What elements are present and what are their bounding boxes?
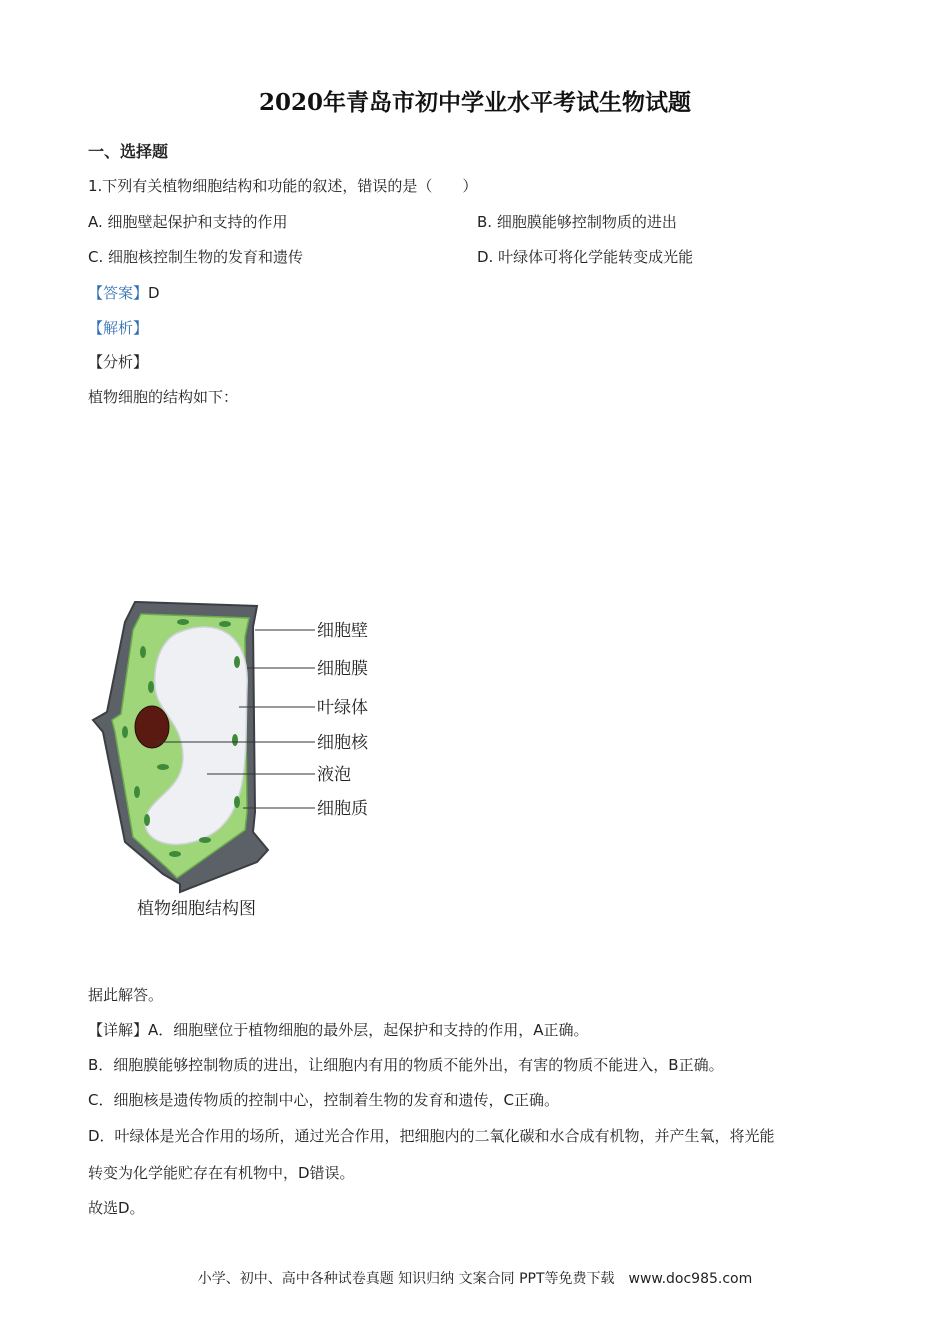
chloroplast: [122, 726, 128, 738]
chloroplast: [234, 656, 240, 668]
fenxi-tag: 【分析】: [88, 353, 149, 371]
detail-a: [88, 1020, 589, 1040]
label-cell-membrane: 细胞膜: [317, 659, 368, 679]
option-a: A. 细胞壁起保护和支持的作用: [88, 213, 288, 231]
page-footer: 小学、初中、高中各种试卷真题 知识归纳 文案合同 PPT等免费下载 www.doc985.com: [197, 1271, 753, 1287]
option-d: D. 叶绿体可将化学能转变成光能: [477, 248, 694, 266]
chloroplast: [169, 851, 181, 857]
detail-d-line1: D．叶绿体是光合作用的场所，通过光合作用，把细胞内的二氧化碳和水合成有机物，并产生氧，将光能: [88, 1127, 775, 1145]
label-cytoplasm: 细胞质: [317, 799, 368, 819]
label-vacuole: 液泡: [317, 765, 351, 785]
answer-value: D: [148, 284, 160, 302]
option-b: B. 细胞膜能够控制物质的进出: [477, 213, 677, 231]
diagram-caption: 植物细胞结构图: [137, 899, 256, 919]
page-title: 2020年青岛市初中学业水平考试生物试题: [258, 89, 691, 116]
option-c: C. 细胞核控制生物的发育和遗传: [88, 248, 304, 266]
chloroplast: [144, 814, 150, 826]
plant-cell-diagram: [85, 592, 385, 922]
chloroplast: [177, 619, 189, 625]
final-choice: 故选D。: [88, 1199, 145, 1217]
chloroplast: [219, 621, 231, 627]
answer-tag: 【答案】: [88, 284, 149, 302]
conclusion-text: 据此解答。: [88, 986, 164, 1004]
chloroplast: [148, 681, 154, 693]
chloroplast: [234, 796, 240, 808]
chloroplast: [199, 837, 211, 843]
analysis-tag: 【解析】: [88, 319, 149, 337]
chloroplast: [140, 646, 146, 658]
answer-line: [88, 283, 160, 303]
detail-d-line2: 转变为化学能贮存在有机物中，D错误。: [88, 1164, 355, 1182]
detail-a-text: A．细胞壁位于植物细胞的最外层，起保护和支持的作用，A正确。: [148, 1021, 589, 1039]
chloroplast: [232, 734, 238, 746]
label-nucleus: 细胞核: [317, 733, 368, 753]
chloroplast: [134, 786, 140, 798]
label-cell-wall: 细胞壁: [317, 621, 368, 641]
diagram-intro: 植物细胞的结构如下：: [88, 388, 239, 406]
chloroplast: [157, 764, 169, 770]
detail-b: B．细胞膜能够控制物质的进出，让细胞内有用的物质不能外出，有害的物质不能进入，B正确。: [88, 1056, 724, 1074]
section-heading: 一、选择题: [88, 142, 169, 161]
label-chloroplast: 叶绿体: [317, 698, 368, 718]
detail-tag: 【详解】: [88, 1021, 149, 1039]
detail-c: C．细胞核是遗传物质的控制中心，控制着生物的发育和遗传，C正确。: [88, 1091, 559, 1109]
question-stem: 1.下列有关植物细胞结构和功能的叙述，错误的是（ ）: [88, 177, 478, 195]
